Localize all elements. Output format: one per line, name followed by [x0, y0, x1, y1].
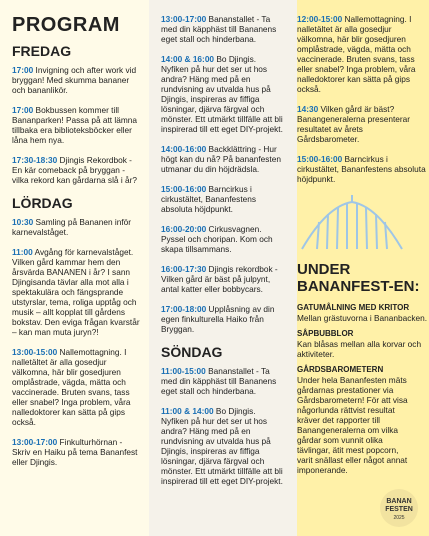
event-item: 15:00-16:00 Barncirkus i cirkustältet, Bananfestens absoluta höjdpunkt.	[297, 154, 426, 184]
svg-text:BANAN: BANAN	[386, 498, 412, 505]
event-item: 16:00-20:00 Cirkusvagnen. Pyssel och choripan. Kom och skapa tillsammans.	[161, 224, 273, 254]
lordag-heading: LÖRDAG	[12, 195, 73, 211]
event-item: 13:00-17:00 Finkulturhörnan - Skriv en Haiku på tema Bananfest eller Djingis.	[12, 437, 138, 467]
event-item: 17:30-18:30 Djingis Rekordbok - En kär comeback på bryggan - vilka rekord kan gårdarna slå i år?	[12, 155, 137, 185]
event-item: 14:30 Vilken gård är bäst? Banangeneralerna presenterar resultatet av årets Gårdsbarometer.	[297, 104, 411, 144]
activity-title: SÅPBUBBLOR	[297, 329, 354, 338]
svg-text:FESTEN: FESTEN	[385, 506, 413, 513]
page-title: PROGRAM	[12, 14, 120, 36]
circus-tent-illustration	[297, 194, 429, 255]
bananfesten-logo	[379, 488, 419, 528]
event-item: 16:00-17:30 Djingis rekordbok - Vilken gård är bäst på julpynt, antal katter eller bobbycars.	[161, 264, 278, 294]
event-item: 12:00-15:00 Nallemottagning. I nalletältet är alla gosedjur välkomna, här blir gosedjuren omplåstrade, vägda, mätta och vaccinerade. Bruten svans, tass eller snabel? Inga problem, våra nalledoktorer kan sätta på gips också.	[297, 14, 416, 94]
event-item: 10:30 Samling på Bananen inför karnevalståget.	[12, 217, 132, 237]
event-item: 11:00 Avgång för karnevalståget. Vilken gård kammar hem den årsvärda BANANEN i år? I sann Djingisanda tävlar alla mot alla i spektakulära och fängsprande utstyrslar, tema, roliga upptåg och musik – allt kopplat till gårdens bokstav. Den eviga frågan kvarstår – kan man muta juryn?!	[12, 247, 140, 337]
fredag-heading: FREDAG	[12, 43, 72, 59]
event-item: 15:00-16:00 Barncirkus i cirkustältet, Bananfestens absoluta höjdpunkt.	[161, 184, 257, 214]
event-item: 11:00-15:00 Bananstallet - Ta med din käpphäst till Bananens eget stall och hinderbana.	[161, 366, 277, 396]
activity-title: GÅRDSBAROMETERN	[297, 365, 384, 374]
activity-text: Under hela Bananfesten mäts gårdarnas prestationer via Gårdsbarometern! För att visa någorlunda rättvist resultat kräver det rapporter till Banangeneralerna om vilka gårdar som vunnit olika tävlingar, ätit mest popcorn, varit snällast eller något annat imponerande.	[297, 375, 408, 475]
event-item: 13:00-15:00 Nallemottagning. I nalletältet är alla gosedjur välkomna, här blir gosedjuren omplåstrade, vägda, mätta och vaccinerade. Bruten svans, tass eller snabel? Inga problem, våra nalledoktorer kan sätta på gips också.	[12, 347, 131, 427]
event-item: 17:00 Invigning och after work vid bryggan! Med skumma bananer och bananlikör.	[12, 65, 137, 95]
event-item: 11:00 & 14:00 Bo Djingis. Nyfiken på hur det ser ut hos andra? Häng med på en rundvisning av utvalda hus på Djingis, inspireras av fiffiga lösningar, djärva färgval och mönster. Ett utmärkt tillfälle att bli inspirerad till ett eget DIY-projekt.	[161, 406, 283, 486]
svg-text:2025: 2025	[393, 515, 405, 521]
activity-text: Mellan grästuvorna i Bananbacken.	[297, 313, 428, 323]
event-item: 17:00-18:00 Upplåsning av din egen finkulturella Haiko från Bryggan.	[161, 304, 275, 334]
event-item: 14:00 & 16:00 Bo Djingis. Nyfiken på hur det ser ut hos andra? Häng med på en rundvisning av utvalda hus på Djingis, inspireras av fiffiga lösningar, djärva färgval och mönster. Ett utmärkt tillfälle att bli inspirerad till ett eget DIY-projekt.	[161, 54, 283, 134]
activity-text: Kan blåsas mellan alla korvar och aktiviteter.	[297, 339, 422, 359]
under-bananfesten-heading: UNDER BANANFEST-EN:	[297, 261, 420, 295]
event-item: 14:00-16:00 Backklättring - Hur högt kan du nå? På bananfesten utmanar du din höjdrädsla.	[161, 144, 281, 174]
event-item: 17:00 Bokbussen kommer till Bananparken! Passa på att lämna tillbaka era biblioteksböcker eller låna hem nya.	[12, 105, 137, 145]
event-item: 13:00-17:00 Bananstallet - Ta med din käpphäst till Bananens eget stall och hinderbana.	[161, 14, 277, 44]
column-2	[149, 0, 297, 536]
column-1	[0, 0, 149, 477]
sondag-heading: SÖNDAG	[161, 344, 223, 360]
activity-title: GATUMÅLNING MED KRITOR	[297, 303, 410, 312]
column-3	[285, 0, 429, 481]
